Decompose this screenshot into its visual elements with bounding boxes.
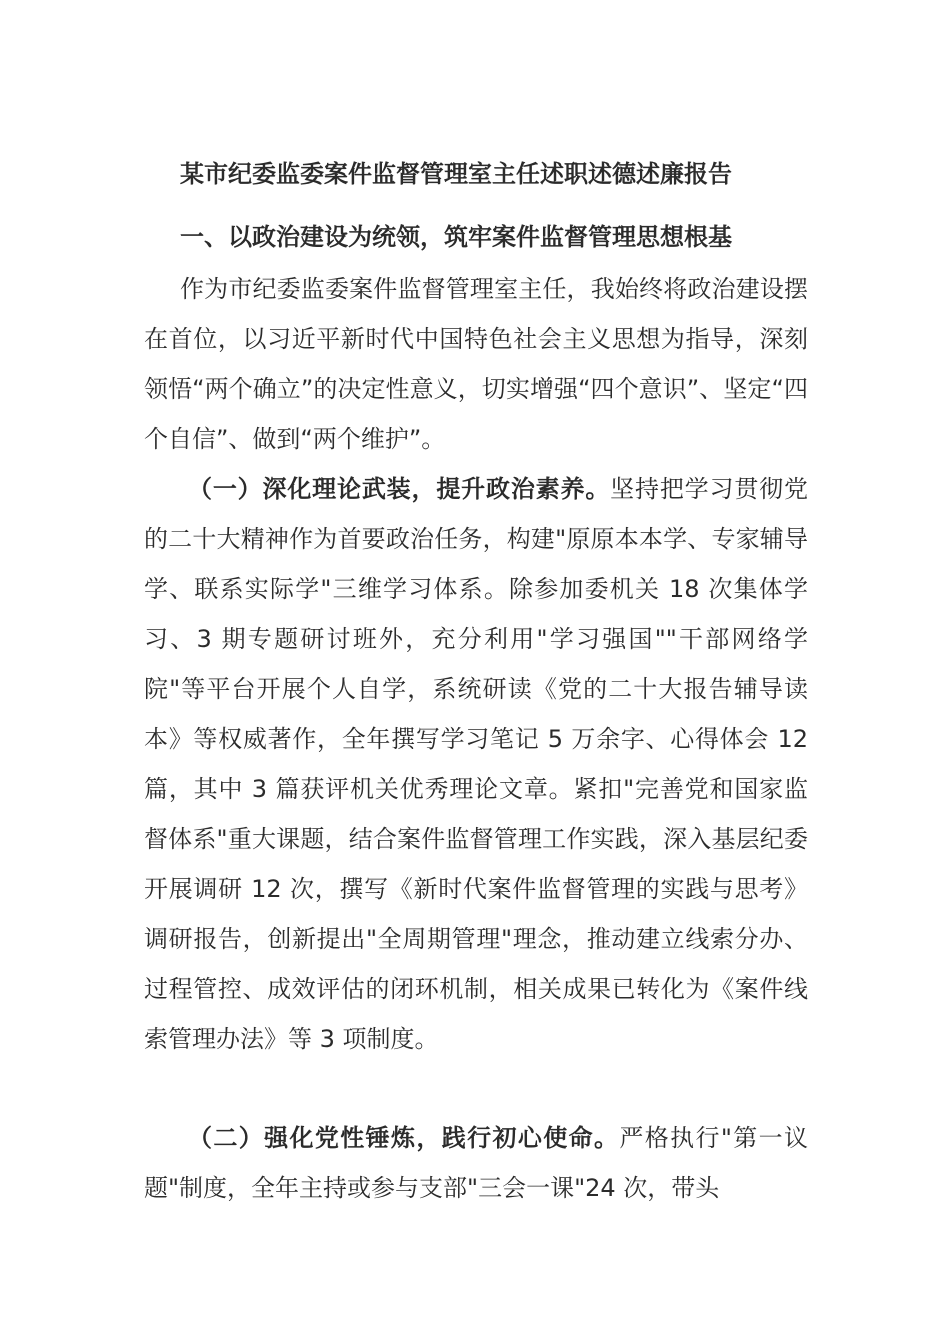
- subsection-1-paragraph: [144, 464, 808, 1064]
- subsection-2-paragraph: [144, 1113, 808, 1213]
- subsection-1-body: 坚持把学习贯彻党的二十大精神作为首要政治任务，构建"原原本本学、专家辅导学、联系实际学"三维学习体系。除参加委机关 18 次集体学习、3 期专题研讨班外，充分利用"学习强国""干部网络学院"等平台开展个人自学，系统研读《党的二十大报告辅导读本》等权威著作，全年撰写学习笔记 5 万余字、心得体会 12 篇，其中 3 篇获评机关优秀理论文章。紧扣"完善党和国家监督体系"重大课题，结合案件监督管理工作实践，深入基层纪委开展调研 12 次，撰写《新时代案件监督管理的实践与思考》调研报告，创新提出"全周期管理"理念，推动建立线索分办、过程管控、成效评估的闭环机制，相关成果已转化为《案件线索管理办法》等 3 项制度。: [144, 475, 809, 1053]
- subsection-1-lead: （一）深化理论武装，提升政治素养。: [188, 475, 611, 503]
- subsection-2-lead: （二）强化党性锤炼，践行初心使命。: [188, 1124, 620, 1152]
- subsection-2-body: 严格执行"第一议题"制度，全年主持或参与支部"三会一课"24 次，带头: [144, 1124, 808, 1202]
- intro-paragraph: 作为市纪委监委案件监督管理室主任，我始终将政治建设摆在首位，以习近平新时代中国特色社会主义思想为指导，深刻领悟“两个确立”的决定性意义，切实增强“四个意识”、坚定“四个自信”、做到“两个维护”。: [144, 275, 808, 453]
- document-title: 某市纪委监委案件监督管理室主任述职述德述廉报告: [180, 160, 732, 188]
- section-heading: 一、以政治建设为统领，筑牢案件监督管理思想根基: [180, 223, 732, 251]
